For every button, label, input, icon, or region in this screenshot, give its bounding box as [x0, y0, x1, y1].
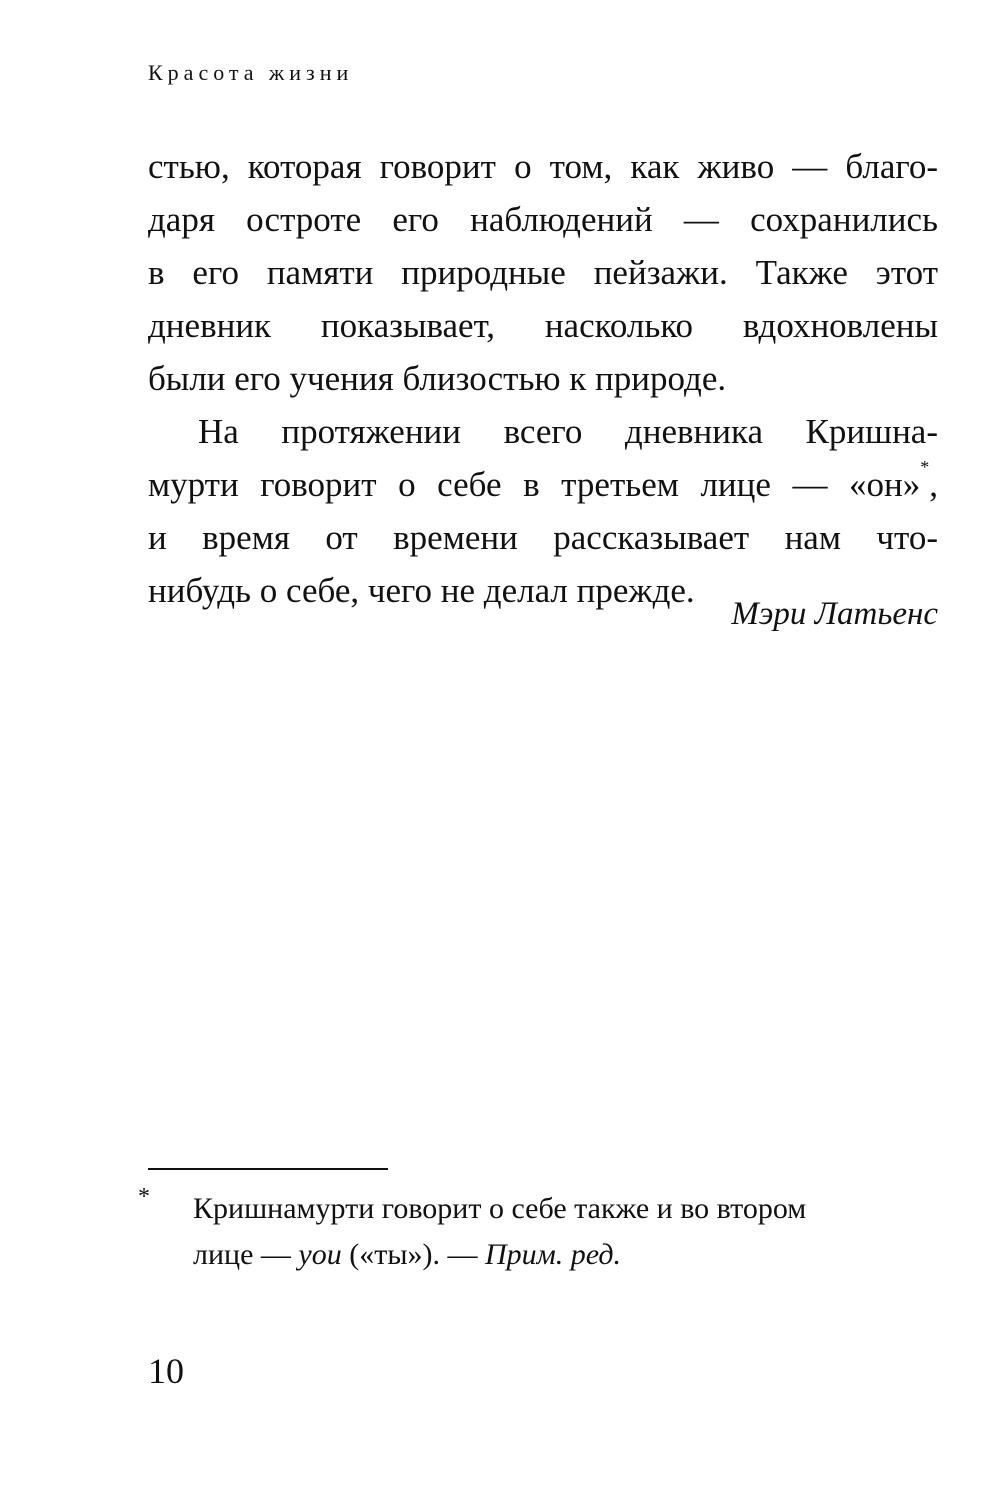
footnote-reference: * — [920, 457, 930, 477]
text-line: дневник показывает, насколько вдохновлены — [148, 306, 938, 345]
main-text — [148, 140, 938, 617]
text-line: стью, которая говорит о том, как живо — благо- — [148, 147, 938, 186]
footnote-text: («ты»). — — [341, 1238, 485, 1271]
text-line: На протяжении всего дневника Кришна- — [198, 412, 938, 451]
text-line-with-footnote — [148, 458, 938, 511]
footnote-line: Кришнамурти говорит о себе также и во втором — [193, 1192, 807, 1225]
footnote-line — [148, 1232, 938, 1278]
footnote — [138, 1184, 938, 1278]
footnote-mark: * — [138, 1184, 150, 1210]
footnote-term: you — [298, 1238, 342, 1271]
text-segment: , — [929, 465, 938, 504]
text-line: даря остроте его наблюдений — сохранились — [148, 200, 938, 239]
footnote-divider — [148, 1168, 388, 1170]
text-line: в его памяти природные пейзажи. Также этот — [148, 253, 938, 292]
text-line: были его учения близостью к природе. — [148, 359, 727, 398]
text-line: нибудь о себе, чего не делал прежде. — [148, 571, 695, 610]
editor-note: Прим. ред. — [484, 1238, 622, 1271]
footnote-text: лице — — [193, 1238, 299, 1271]
author-signature: Мэри Латьенс — [731, 596, 938, 632]
running-head: Красота жизни — [148, 60, 354, 85]
text-line: и время от времени рассказывает нам что- — [148, 518, 938, 557]
page-number: 10 — [148, 1351, 184, 1391]
text-segment: мурти говорит о себе в третьем лице — «он» — [148, 465, 921, 504]
